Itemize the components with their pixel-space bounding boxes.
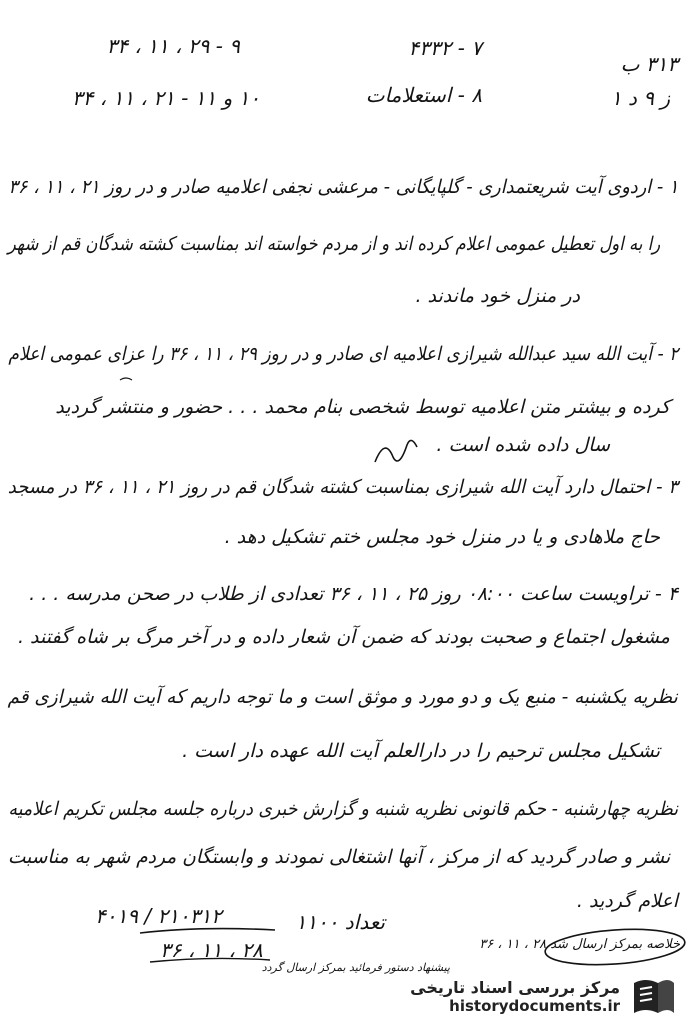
watermark [410, 973, 678, 1019]
body-line: کرده و بیشتر متن اعلامیه توسط شخصی بنام محمد . . . حضور و منتشر گردید [55, 396, 670, 418]
header-item-7: ۷ - ۴۳۳۲ [408, 36, 482, 60]
watermark-url: historydocuments.ir [449, 996, 620, 1015]
stamp-note: خلاصه بمرکز ارسال شد ۲۸ ، ۱۱ ، ۳۶ [479, 937, 680, 952]
header-item-9: ۹ - ۲۹ ، ۱۱ ، ۳۴ [106, 34, 240, 58]
body-line: ۱ - اردوی آیت شریعتمداری - گلپایگانی - مرعشی نجفی اعلامیه صادر و در روز ۲۱ ، ۱۱ ، ۳۶ [7, 176, 678, 198]
watermark-title: مرکز بررسی اسناد تاریخی [410, 977, 620, 997]
archive-logo-icon [628, 973, 678, 1019]
body-line: نشر و صادر گردید که از مرکز ، آنها اشتغالی نمودند و وابستگان مردم شهر به مناسبت [7, 846, 670, 868]
body-line: ۴ - تراویست ساعت ۰۸:۰۰ روز ۲۵ ، ۱۱ ، ۳۶ تعدادی از طلاب در صحن مدرسه . . . [29, 583, 678, 605]
header-item-10-11: ۱۰ و ۱۱ - ۲۱ ، ۱۱ ، ۳۴ [71, 86, 260, 110]
footer-date: ۲۸ ، ۱۱ ، ۳۶ [160, 938, 263, 962]
reference-number: ۲۱۰۳۱۲ / ۴۰۱۹ [95, 904, 222, 928]
handwritten-initials [370, 432, 420, 472]
body-line: حاج ملاهادی و یا در منزل خود مجلس ختم تشکیل دهد . [224, 526, 660, 548]
body-line: را به اول تعطیل عمومی اعلام کرده اند و از مردم خواسته اند بمناسبت کشته شدگان قم از شهر [7, 233, 660, 255]
doc-code: ز ۹ د ۱ [610, 86, 670, 110]
copies-count: تعداد ۱۱۰۰ [295, 910, 385, 934]
body-line: مشغول اجتماع و صحبت بودند که ضمن آن شعار داده و در آخر مرگ بر شاه گفتند . [17, 626, 670, 648]
body-line: ۳ - احتمال دارد آیت الله شیرازی بمناسبت کشته شدگان قم در روز ۲۱ ، ۱۱ ، ۳۶ در مسجد [7, 476, 678, 498]
header-item-8: ۸ - استعلامات [365, 83, 482, 107]
body-line: تشکیل مجلس ترحیم را در دارالعلم آیت الله عهده دار است . [182, 740, 660, 762]
body-line: در منزل خود ماندند . [415, 285, 580, 307]
body-line: اعلام گردید . [576, 890, 678, 912]
body-line: نظریه چهارشنبه - حکم قانونی نظریه شنبه و گزارش خبری درباره جلسه مجلس تکریم اعلامیه [8, 798, 678, 820]
stamp-note-sub: پیشنهاد دستور فرمائید بمرکز ارسال گردد [261, 961, 450, 974]
body-line: نظریه یکشنبه - منبع یک و دو مورد و موثق است و ما توجه داریم که آیت الله شیرازی قم [7, 686, 678, 708]
body-line: سال داده شده است . [436, 434, 610, 456]
doc-number: ۳۱۳ ب [620, 52, 678, 76]
body-line: ۲ - آیت الله سید عبدالله شیرازی اعلامیه ای صادر و در روز ۲۹ ، ۱۱ ، ۳۶ را عزای عمومی اعلام [8, 343, 678, 365]
